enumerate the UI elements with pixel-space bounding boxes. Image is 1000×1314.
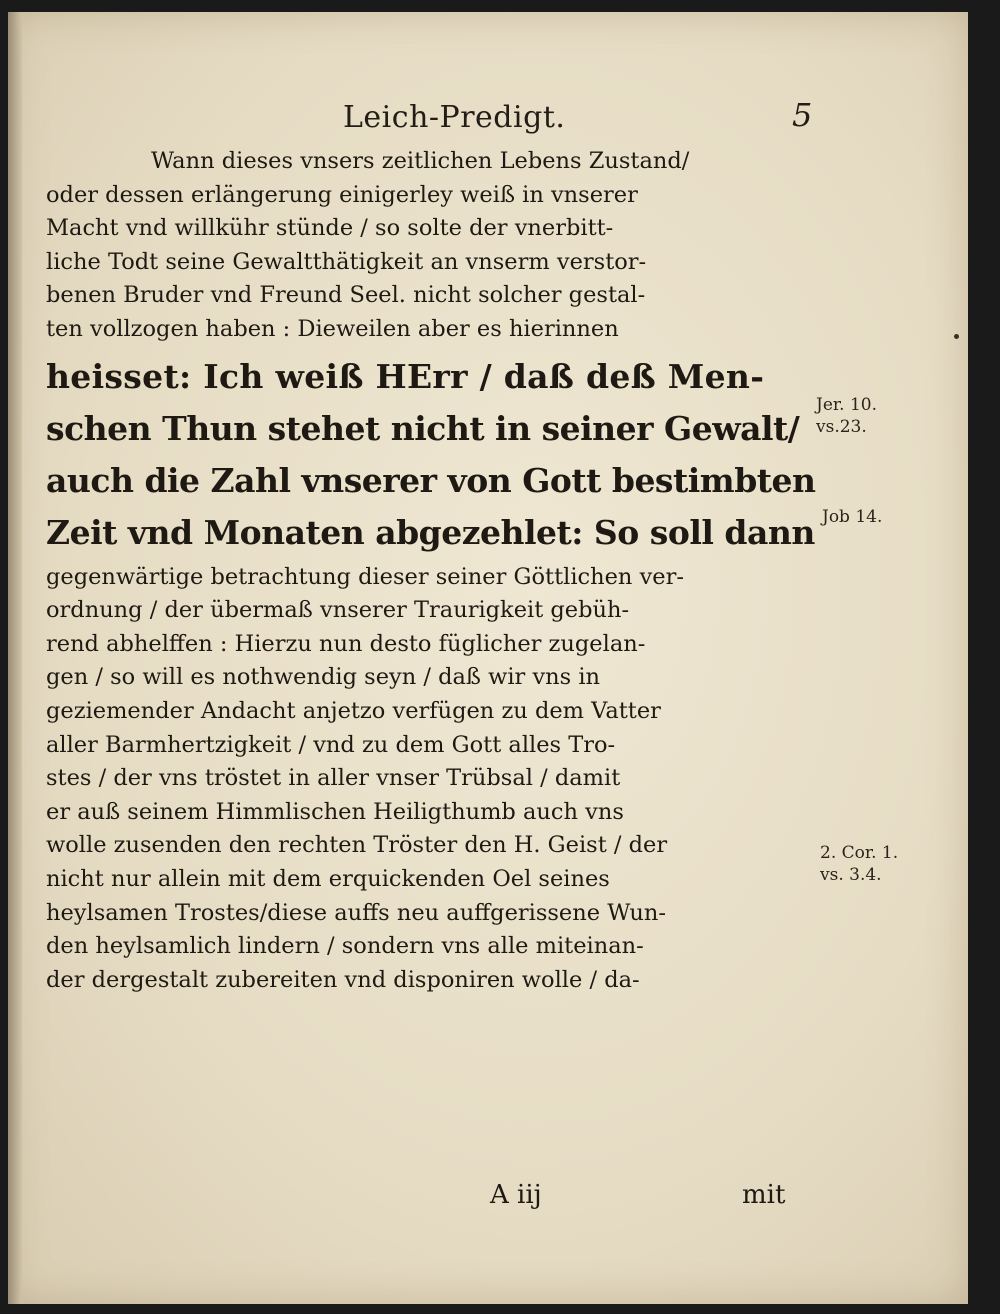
text-line: rend abhelffen : Hierzu nun desto füglicher zugelan-	[46, 630, 646, 657]
text-line: nicht nur allein mit dem erquickenden Oel seines	[46, 865, 610, 892]
page-gutter	[8, 12, 22, 1304]
text-line: benen Bruder vnd Freund Seel. nicht solcher gestal-	[46, 282, 646, 309]
running-head	[8, 96, 968, 140]
page-footer	[8, 1180, 968, 1220]
text-line: ordnung / der übermaß vnserer Traurigkeit gebüh-	[46, 597, 630, 624]
running-head-title: Leich-Predigt.	[343, 100, 566, 135]
text-line: er auß seinem Himmlischen Heiligthumb auch vns	[46, 798, 624, 825]
scripture-quote-line: heisset: Ich weiß HErr / daß deß Men-	[46, 356, 765, 396]
margin-note-jeremiah	[816, 394, 877, 438]
catchword: mit	[742, 1180, 786, 1210]
paper-speck	[954, 334, 959, 339]
margin-note-jeremiah-chapter: Jer. 10.	[816, 395, 877, 415]
text-line: den heylsamlich lindern / sondern vns alle miteinan-	[46, 933, 644, 960]
margin-note-corinthians-chapter: 2. Cor. 1.	[820, 843, 899, 863]
margin-note-corinthians-verse: vs. 3.4.	[820, 865, 882, 885]
scripture-quote-line: Zeit vnd Monaten abgezehlet: So soll dann	[46, 512, 815, 552]
text-line: geziemender Andacht anjetzo verfügen zu dem Vatter	[46, 697, 661, 724]
text-line: aller Barmhertzigkeit / vnd zu dem Gott alles Tro-	[46, 731, 616, 758]
text-line: Macht vnd willkühr stünde / so solte der vnerbitt-	[46, 215, 614, 242]
text-line: ten vollzogen haben : Dieweilen aber es hierinnen	[46, 315, 619, 342]
text-line: oder dessen erlängerung einigerley weiß in vnserer	[46, 181, 638, 208]
text-line: gen / so will es nothwendig seyn / daß wir vns in	[46, 664, 601, 691]
page-number: 5	[792, 96, 813, 134]
book-page	[8, 12, 968, 1304]
text-line: liche Todt seine Gewaltthätigkeit an vnserm verstor-	[46, 248, 647, 275]
text-line: der dergestalt zubereiten vnd disponiren wolle / da-	[46, 966, 640, 993]
text-line: wolle zusenden den rechten Tröster den H. Geist / der	[46, 832, 668, 859]
scripture-quote-line: schen Thun stehet nicht in seiner Gewalt/	[46, 408, 800, 448]
text-line: gegenwärtige betrachtung dieser seiner Göttlichen ver-	[46, 563, 684, 590]
signature-mark: A iij	[490, 1180, 542, 1210]
text-line: stes / der vns tröstet in aller vnser Trübsal / damit	[46, 765, 621, 792]
sermon-text	[46, 145, 826, 997]
margin-note-corinthians	[820, 842, 898, 886]
scripture-quote-line: auch die Zahl vnserer von Gott bestimbten	[46, 460, 816, 500]
text-line: Wann dieses vnsers zeitlichen Lebens Zustand/	[151, 148, 690, 174]
margin-note-job: Job 14.	[822, 507, 883, 527]
margin-note-jeremiah-verse: vs.23.	[816, 417, 867, 437]
text-line: heylsamen Trostes/diese auffs neu auffgerissene Wun-	[46, 899, 667, 926]
